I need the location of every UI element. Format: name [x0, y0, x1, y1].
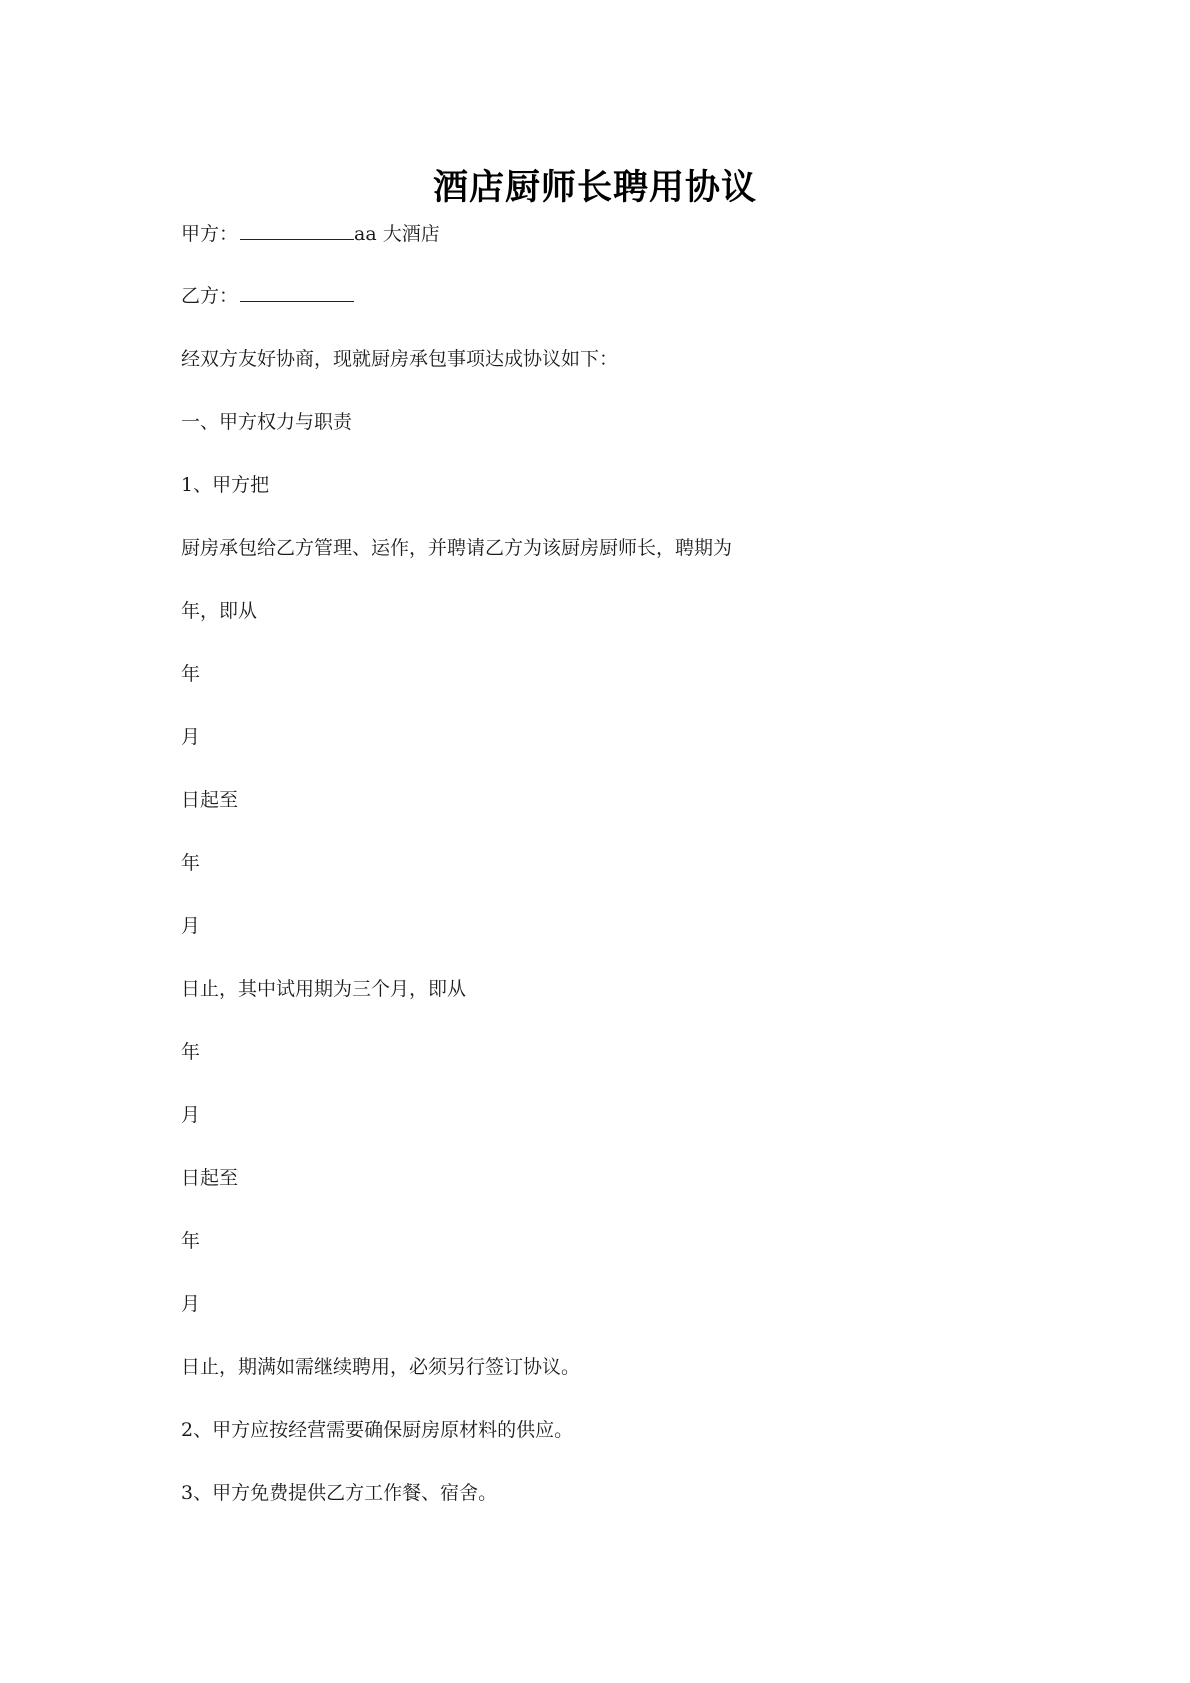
- party-a-value: aa 大酒店: [354, 223, 440, 245]
- date-month-3: 月: [181, 1104, 201, 1126]
- paragraph-intro: 经双方友好协商，现就厨房承包事项达成协议如下：: [181, 348, 619, 370]
- date-year-2: 年: [181, 852, 201, 874]
- probation-period-text: 日止，其中试用期为三个月，即从: [181, 978, 467, 1000]
- clause-1-start: 1、甲方把: [181, 474, 270, 496]
- party-b-label: 乙方：: [181, 285, 239, 307]
- party-a-blank-field: [240, 221, 354, 240]
- date-year-1: 年: [181, 663, 201, 685]
- party-a-line: [181, 221, 440, 247]
- party-a-label: 甲方：: [181, 223, 239, 245]
- party-b-blank-field: [240, 283, 354, 302]
- clause-3: 3、甲方免费提供乙方工作餐、宿舍。: [181, 1482, 498, 1504]
- date-day-from-2: 日起至: [181, 1167, 239, 1189]
- section-heading-party-a-rights: 一、甲方权力与职责: [181, 411, 353, 433]
- document-title: 酒店厨师长聘用协议: [432, 167, 757, 208]
- clause-1-period-from: 年，即从: [181, 600, 258, 622]
- date-month-1: 月: [181, 726, 201, 748]
- date-day-from-1: 日起至: [181, 789, 239, 811]
- clause-2: 2、甲方应按经营需要确保厨房原材料的供应。: [181, 1419, 574, 1441]
- date-year-4: 年: [181, 1230, 201, 1252]
- contract-renewal-text: 日止，期满如需继续聘用，必须另行签订协议。: [181, 1356, 581, 1378]
- date-month-4: 月: [181, 1293, 201, 1315]
- party-b-line: [181, 283, 354, 309]
- clause-1-text: 厨房承包给乙方管理、运作，并聘请乙方为该厨房厨师长，聘期为: [181, 537, 733, 559]
- date-month-2: 月: [181, 915, 201, 937]
- date-year-3: 年: [181, 1041, 201, 1063]
